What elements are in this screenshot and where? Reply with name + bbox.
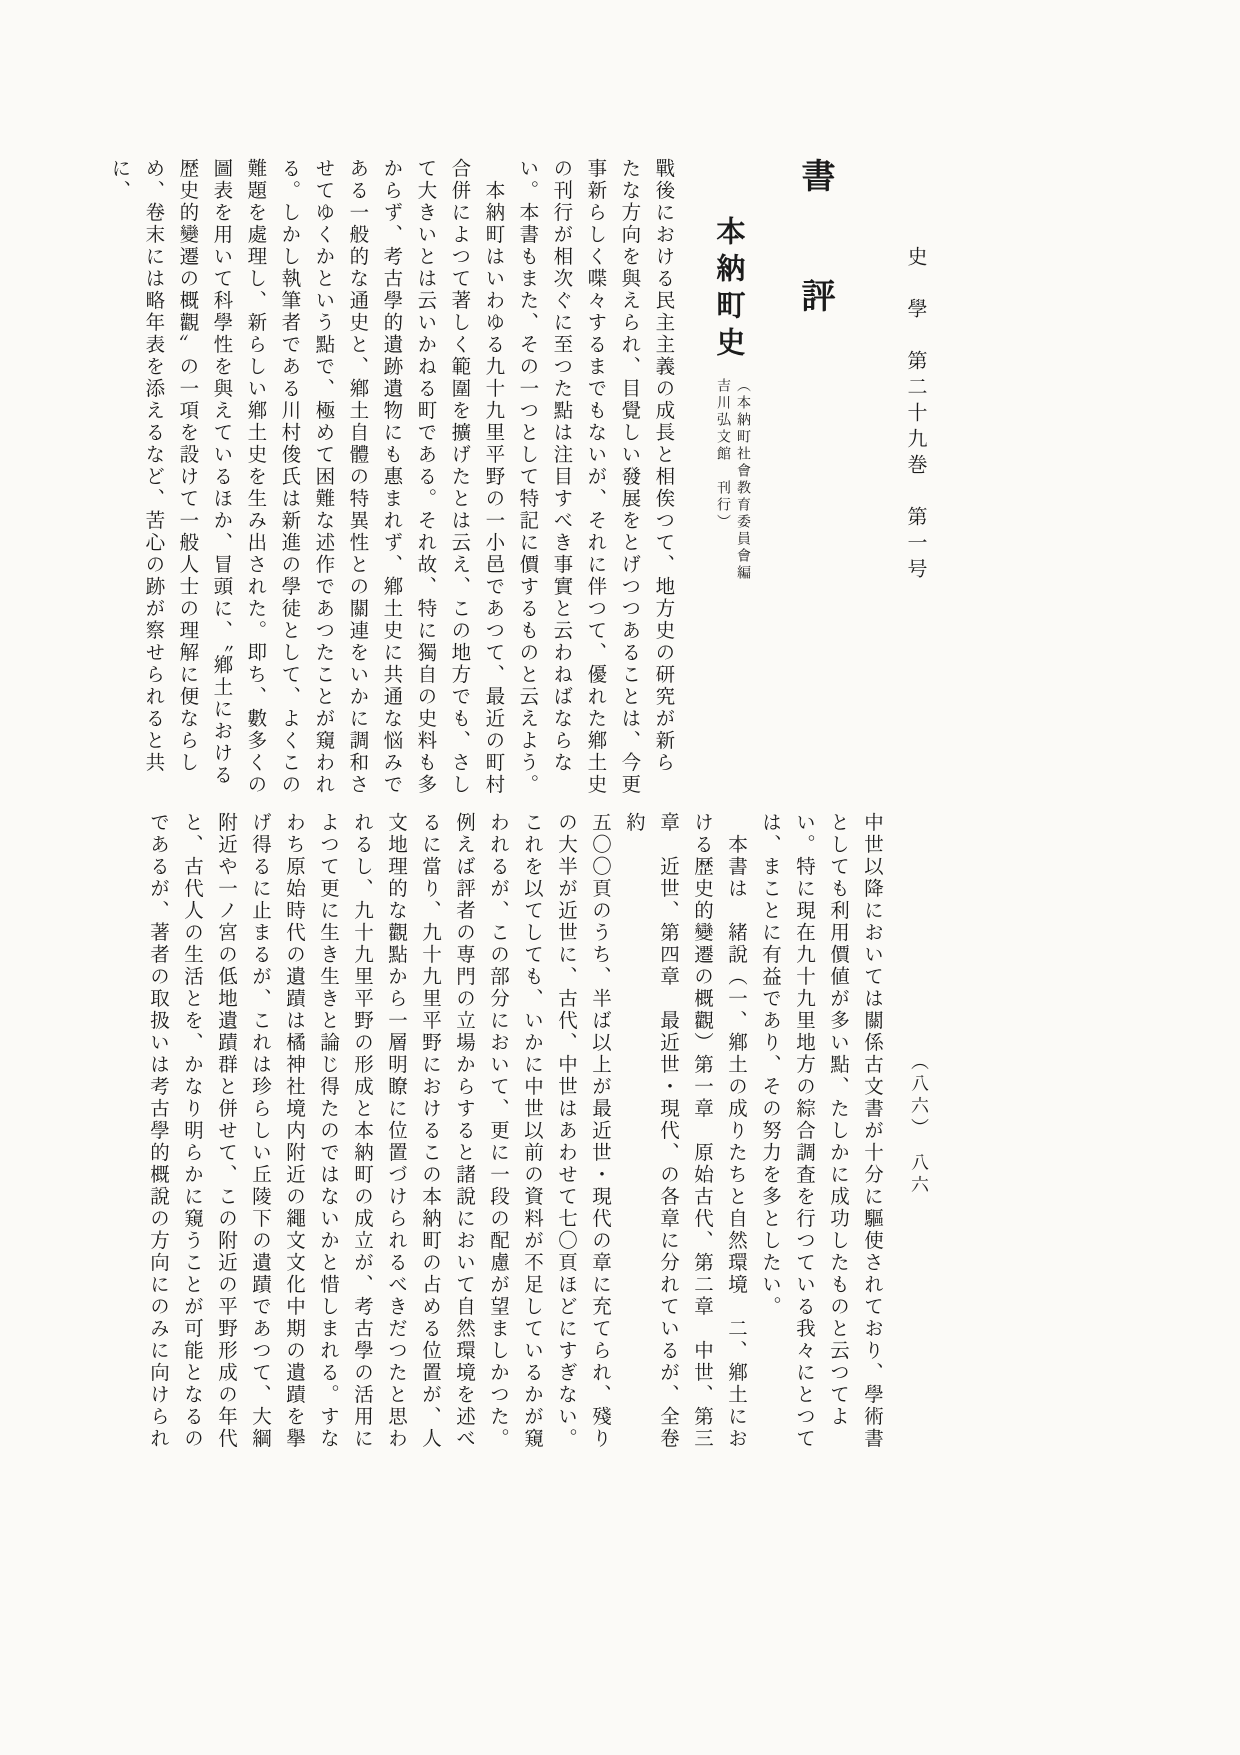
text-column: 難題を處理し、新らしい鄕土史を生み出された。即ち、數多くの (244, 158, 266, 796)
text-column: からず、考古學的遺跡遺物にも惠まれず、鄕土史に共通な悩みで (380, 158, 402, 796)
text-column: 圖表を用いて科學性を與えているほか、冒頭に、〝鄕土における (210, 158, 232, 787)
text-column: の刊行が相次ぐに至つた點は注目すべき事實と云わねばならな (550, 158, 572, 774)
publisher-note-line: （本納町社會教育委員會編 (735, 378, 750, 582)
text-column: 合併によつて著しく範圍を擴げたとは云え、この地方でも、さし (448, 158, 470, 796)
publisher-note (712, 378, 752, 582)
text-column: 例えば評者の専門の立場からすると諸說において自然環境を述べ (453, 812, 474, 1450)
text-column: ある一般的な通史と、鄕土自體の特異性との關連をいかに調和さ (346, 158, 368, 796)
publisher-note-line: 吉川弘文館 刊行） (715, 378, 730, 531)
page-number: （八六） 八六 (909, 1052, 929, 1197)
text-column: 中世以降においては關係古文書が十分に驅使されており、學術書 (861, 812, 882, 1450)
text-column: 章 近世、第四章 最近世・現代、の各章に分れているが、全卷約 (623, 812, 678, 1450)
book-title: 本納町史 (712, 216, 745, 364)
text-column: て大きいとは云いかねる町である。それ故、特に獨自の史料も多 (414, 158, 436, 796)
text-column: 事新らしく喋々するまでもないが、それに伴つて、優れた鄕土史 (584, 158, 606, 796)
text-column: せてゆくかという點で、極めて困難な述作であつたことが窺われ (312, 158, 334, 796)
text-column: 文地理的な觀點から一層明瞭に位置づけられるべきだつたと思わ (385, 812, 406, 1450)
text-column: であるが、著者の取扱いは考古學的概說の方向にのみに向けられ (147, 812, 168, 1450)
text-column: め、卷末には略年表を添えるなど、苦心の跡が察せられると共に、 (108, 158, 164, 774)
text-column: たな方向を與えられ、目覺しい發展をとげつつあることは、今更 (618, 158, 640, 796)
text-column: い。特に現在九十九里地方の綜合調査を行つている我々にとつて (793, 812, 814, 1450)
text-column: れるし、九十九里平野の形成と本納町の成立が、考古學の活用に (351, 812, 372, 1450)
journal-header: 史 學 第二十九巻 第一号 (904, 246, 926, 584)
text-column: の大半が近世に、古代、中世はあわせて七〇頁ほどにすぎない。 (555, 812, 576, 1450)
text-column: これを以てしても、いかに中世以前の資料が不足しているかが窺 (521, 812, 542, 1450)
upper-text-block (101, 158, 852, 816)
text-column: と、古代人の生活とを、かなり明らかに窺うことが可能となるの (181, 812, 202, 1450)
text-column: われるが、この部分において、更に一段の配慮が望ましかつた。 (487, 812, 508, 1450)
text-column: 本書は 緒說（一、鄕土の成りたちと自然環境 二、鄕土にお (725, 812, 746, 1450)
text-column: 戰後における民主主義の成長と相俟つて、地方史の研究が新ら (652, 158, 674, 774)
text-column: 附近や一ノ宮の低地遺蹟群と併せて、この附近の平野形成の年代 (215, 812, 236, 1450)
text-column: 本納町はいわゆる九十九里平野の一小邑であつて、最近の町村 (482, 158, 504, 796)
text-column: 歴史的變遷の概觀〟の一項を設けて一般人士の理解に便ならし (176, 158, 198, 774)
lower-text-block (140, 812, 888, 1462)
text-column: よつて更に生き生きと論じ得たのではないかと惜しまれる。すな (317, 812, 338, 1450)
text-column: る。しかし執筆者である川村俊氏は新進の學徒として、よくこの (278, 158, 300, 796)
text-column: わち原始時代の遺蹟は橘神社境内附近の繩文文化中期の遺蹟を擧 (283, 812, 304, 1450)
text-column: 五〇〇頁のうち、半ば以上が最近世・現代の章に充てられ、殘り (589, 812, 610, 1450)
text-column: は、まことに有益であり、その努力を多としたい。 (759, 812, 780, 1318)
text-column: るに當り、九十九里平野におけるこの本納町の占める位置が、人 (419, 812, 440, 1450)
text-column: げ得るに止まるが、これは珍らしい丘陵下の遺蹟であつて、大綱 (249, 812, 270, 1450)
text-column: い。本書もまた、その一つとして特記に價するものと云えよう。 (516, 158, 538, 796)
text-column: としても利用價値が多い點、たしかに成功したものと云つてよ (827, 812, 848, 1428)
text-column: ける歴史的變遷の概觀）第一章 原始古代、第二章 中世、第三 (691, 812, 712, 1450)
book-title-column (705, 158, 752, 816)
review-section-title: 書 評 (796, 158, 833, 338)
